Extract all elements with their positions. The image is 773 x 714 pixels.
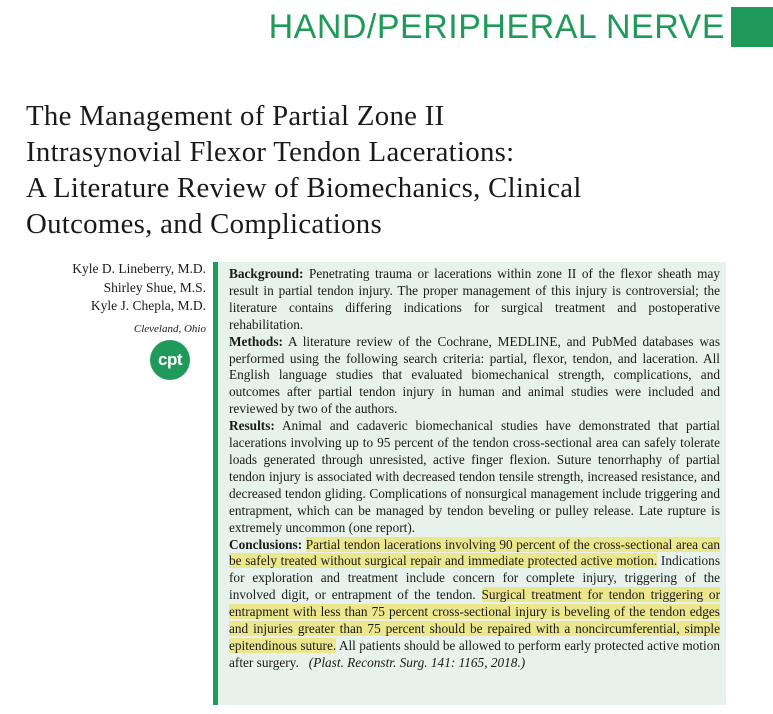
author-name: Shirley Shue, M.S. [103, 279, 206, 295]
cpt-logo-icon: cpt [150, 340, 190, 380]
title-line: Intrasynovial Flexor Tendon Lacerations: [26, 136, 515, 168]
conclusions-text: Indications for exploration and treatment include concern for complete injury, triggering of the involved digit, or entrapment of the tendon. [229, 553, 720, 603]
background-label: Background: [229, 266, 304, 281]
title-line: Outcomes, and Complications [26, 208, 383, 240]
author-affiliation: Cleveland, Ohio [133, 322, 206, 335]
conclusions-label: Conclusions: [229, 536, 303, 552]
abstract-conclusions [229, 537, 720, 672]
citation: (Plast. Reconstr. Surg. 141: 1165, 2018.) [308, 654, 526, 670]
methods-text: A literature review of the Cochrane, MEDLINE, and PubMed databases was performed using the following search criteria: partial, flexor, tendon, and laceration. All English language studies that evaluated biomechanical strength, complications, and outcomes after partial tendon injury in human and animal studies were included and reviewed by two of the authors. [229, 333, 720, 417]
title-line: The Management of Partial Zone II [26, 100, 445, 132]
section-color-block [731, 7, 773, 47]
background-text: Penetrating trauma or lacerations within zone II of the flexor sheath may result in partial tendon injury. The proper management of this injury is controversial; the literature contains differing indications for surgical treatment and postoperative rehabilitation. [229, 266, 720, 332]
section-title: HAND/PERIPHERAL NERVE [268, 8, 725, 46]
methods-label: Methods: [229, 333, 283, 349]
abstract-methods [229, 334, 720, 419]
author-name: Kyle J. Chepla, M.D. [90, 298, 206, 313]
author-list [20, 260, 206, 338]
conclusions-text: All patients should be allowed to perform early protected active motion after surgery. [229, 637, 720, 670]
abstract-box [213, 262, 726, 705]
article-title [26, 98, 746, 242]
author-name: Kyle D. Lineberry, M.D. [72, 261, 206, 276]
abstract-results [229, 418, 720, 536]
highlighted-text: Partial tendon lacerations involving 90 percent of the cross-sectional area can be safely treated without surgical repair and immediate protected active motion. [229, 536, 720, 569]
results-label: Results: [229, 418, 275, 434]
section-header [235, 6, 773, 48]
title-line: A Literature Review of Biomechanics, Clinical [26, 172, 582, 204]
results-text: Animal and cadaveric biomechanical studies have demonstrated that partial lacerations involving up to 95 percent of the tendon cross-sectional area can safely tolerate loads generated through unresisted, active finger flexion. Suture tenorrhaphy of partial tendon injury is associated with decreased tendon tensile strength, increased resistance, and decreased tendon gliding. Complications of nonsurgical management include triggering and entrapment, which can be managed by tendon beveling or pulley release. Late rupture is extremely uncommon (one report). [229, 418, 720, 535]
abstract-background [229, 266, 720, 334]
highlighted-text: Surgical treatment for tendon triggering or entrapment with less than 75 percent cross-sectional injury is beveling of the tendon edges and injuries greater than 75 percent should be repaired with a noncircumferential, simple epitendinous suture. [229, 587, 720, 653]
